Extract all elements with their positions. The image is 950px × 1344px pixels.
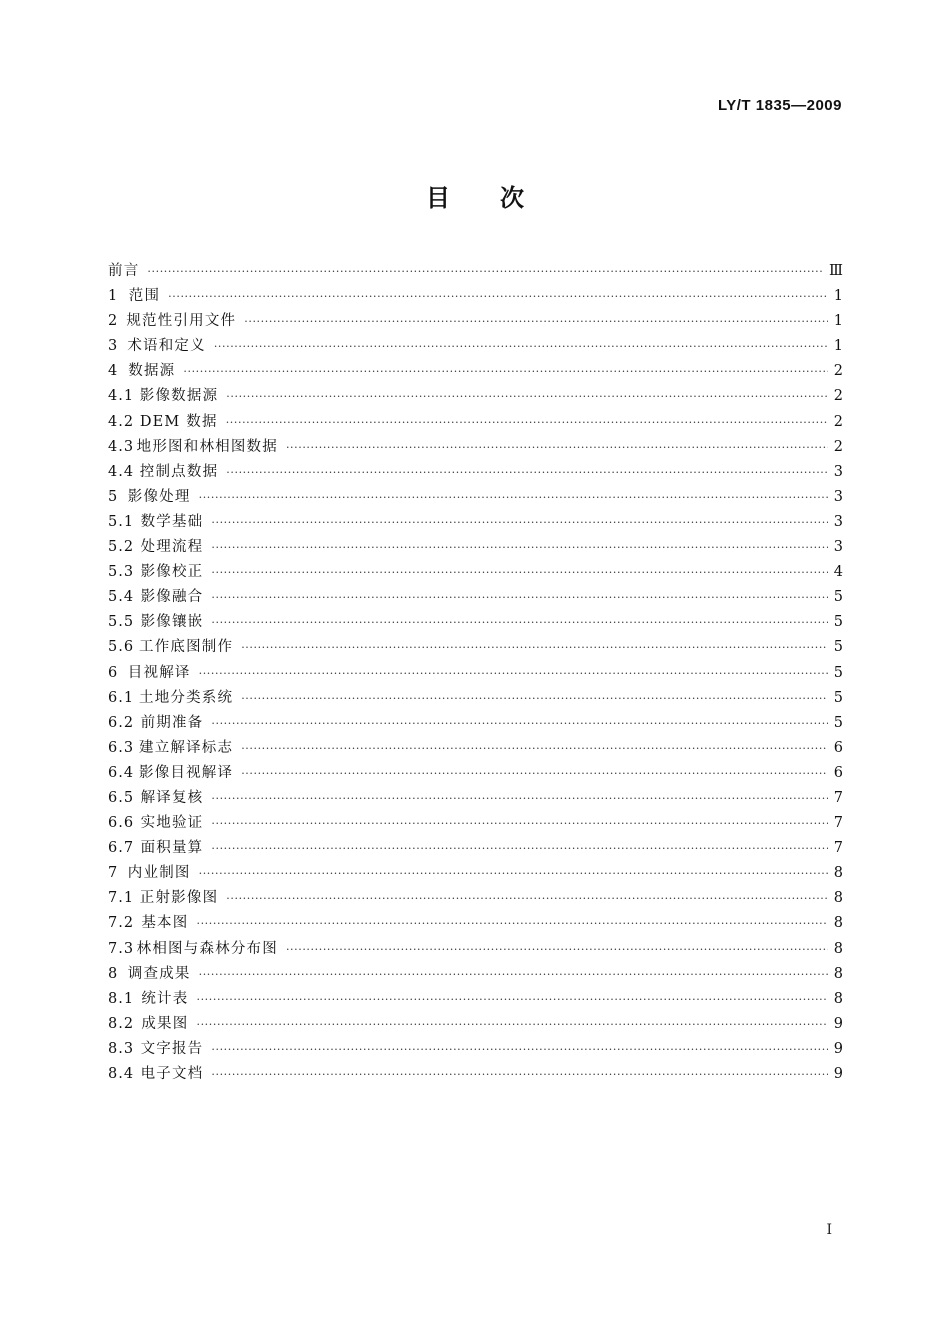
toc-entry-page: 1 [833,338,843,355]
dot-leader [211,510,827,535]
toc-entry-number: 8.4 [108,1066,135,1082]
toc-entry-page: 2 [833,413,843,430]
toc-entry-number: 6.2 [108,714,135,731]
toc-entry-label: 影像镶嵌 [140,614,204,631]
toc-entry-label: 数据源 [128,363,176,380]
toc-entry-number: 6.1 [108,689,135,706]
toc-entry-label: DEM 数据 [139,413,218,430]
dot-leader [147,259,823,284]
dot-leader [211,560,827,585]
toc-entry-page: 7 [833,789,843,806]
dot-leader [196,1012,827,1037]
toc-entry-label: 影像数据源 [139,388,219,405]
toc-entry[interactable] [108,510,843,535]
toc-entry[interactable] [108,635,843,660]
toc-entry-page: 8 [833,890,843,907]
dot-leader [244,309,828,334]
toc-entry-page: 9 [833,1040,843,1057]
toc-entry-number: 7.1 [108,890,135,907]
toc-entry-page: 2 [833,388,843,405]
toc-entry-label: 工作底图制作 [139,639,234,656]
toc-entry-label: 实地验证 [140,815,204,832]
toc-entry-label: 林相图与森林分布图 [136,940,278,957]
toc-entry[interactable] [108,886,843,911]
toc-entry-page: 5 [833,589,843,606]
dot-leader [211,711,827,736]
toc-entry-number: 5.6 [108,639,135,656]
dot-leader [211,811,827,836]
toc-entry-page: 9 [833,1015,843,1032]
toc-entry[interactable] [108,811,843,836]
dot-leader [241,686,828,711]
toc-entry-label: 术语和定义 [127,338,206,355]
toc-entry-number: 7.3 [108,940,135,957]
toc-entry-page: 1 [833,288,843,305]
toc-entry-label: 面积量算 [140,840,204,857]
toc-entry[interactable] [108,761,843,786]
toc-entry-number: 5 [108,488,119,505]
toc-entry-number: 5.1 [108,513,135,530]
toc-entry[interactable] [108,585,843,610]
toc-entry-page: 1 [833,313,843,330]
toc-entry[interactable] [108,786,843,811]
toc-entry[interactable] [108,610,843,635]
toc-entry-page: Ⅲ [829,263,843,279]
dot-leader [241,761,828,786]
toc-entry-page: 7 [833,815,843,832]
toc-entry[interactable] [108,962,843,987]
dot-leader [226,886,827,911]
toc-entry[interactable] [108,1012,843,1037]
toc-entry-number: 6.3 [108,739,135,756]
toc-entry-number: 6 [108,664,119,681]
toc-entry-label: 前期准备 [140,714,204,731]
toc-entry[interactable] [108,736,843,761]
dot-leader [199,661,828,686]
toc-entry-number: 8.1 [108,990,135,1007]
toc-entry-number: 8.2 [108,1015,135,1032]
toc-entry[interactable] [108,987,843,1012]
toc-entry-number: 4.4 [108,463,135,480]
toc-entry-number: 4 [108,363,119,380]
toc-entry-number: 6.7 [108,840,135,857]
dot-leader [241,635,828,660]
dot-leader [211,836,827,861]
toc-entry-number: 4.2 [108,413,135,430]
toc-entry-page: 8 [833,915,843,932]
toc-entry[interactable] [108,485,843,510]
toc-entry[interactable] [108,1037,843,1062]
toc-entry-page: 5 [833,689,843,706]
table-of-contents [108,259,843,1087]
title-char-1: 目 [426,184,450,212]
toc-entry-number: 5.5 [108,614,135,631]
toc-entry-label: 内业制图 [127,865,191,882]
toc-entry-label: 正射影像图 [139,890,219,907]
toc-entry-number: 6.6 [108,815,135,832]
toc-entry-label: 统计表 [141,990,189,1007]
toc-entry-label: 土地分类系统 [139,689,234,706]
page-number: I [826,1222,832,1238]
toc-entry-label: 影像处理 [127,488,191,505]
toc-entry-label: 范围 [128,288,161,305]
toc-entry-page: 6 [833,764,843,781]
toc-entry[interactable] [108,259,843,284]
dot-leader [199,861,828,886]
toc-entry[interactable] [108,686,843,711]
toc-entry-page: 6 [833,739,843,756]
toc-entry[interactable] [108,1062,843,1087]
toc-entry-page: 7 [833,840,843,857]
dot-leader [214,334,828,359]
dot-leader [241,736,828,761]
dot-leader [286,937,828,962]
toc-entry-page: 8 [833,990,843,1007]
toc-entry-label: 成果图 [141,1015,189,1032]
toc-entry-number: 3 [108,338,119,355]
toc-entry-page: 5 [833,614,843,631]
dot-leader [286,435,828,460]
dot-leader [211,535,827,560]
toc-entry-label: 电子文档 [140,1066,204,1082]
dot-leader [199,962,828,987]
toc-entry-page: 4 [833,564,843,581]
toc-entry[interactable] [108,661,843,686]
toc-entry-number: 4.1 [108,388,135,405]
toc-entry-label: 影像校正 [140,564,204,581]
toc-entry-page: 5 [833,664,843,681]
toc-entry-page: 2 [833,438,843,455]
toc-entry[interactable] [108,284,843,309]
dot-leader [168,284,828,309]
toc-entry-label: 影像融合 [140,589,204,606]
toc-entry-number: 2 [108,313,119,330]
toc-entry-label: 目视解译 [127,664,191,681]
standard-code: LY/T 1835—2009 [717,97,842,114]
toc-entry-label: 基本图 [141,915,189,932]
toc-entry-page: 3 [833,539,843,556]
toc-entry-label: 解译复核 [140,789,204,806]
toc-entry-label: 处理流程 [140,539,204,556]
toc-entry[interactable] [108,309,843,334]
toc-entry[interactable] [108,911,843,936]
toc-entry[interactable] [108,334,843,359]
toc-entry-label: 建立解译标志 [139,739,234,756]
dot-leader [211,1037,827,1062]
dot-leader [199,485,828,510]
toc-entry-number: 8.3 [108,1040,135,1057]
dot-leader [211,1062,827,1087]
toc-entry[interactable] [108,535,843,560]
toc-entry-page: 2 [833,363,843,380]
toc-entry-page: 8 [833,865,843,882]
dot-leader [211,610,827,635]
toc-entry[interactable] [108,359,843,384]
dot-leader [226,410,828,435]
toc-entry-page: 8 [833,940,843,957]
toc-entry-page: 3 [833,463,843,480]
toc-entry-number: 7 [108,865,119,882]
toc-entry[interactable] [108,560,843,585]
toc-entry-page: 9 [833,1066,843,1082]
dot-leader [226,460,827,485]
toc-entry-number: 6.4 [108,764,135,781]
toc-entry-page: 8 [833,965,843,982]
toc-entry-number: 8 [108,965,119,982]
toc-entry-number: 5.2 [108,539,135,556]
toc-entry-page: 5 [833,639,843,656]
toc-entry[interactable] [108,937,843,962]
toc-entry-label: 控制点数据 [139,463,219,480]
title-char-2: 次 [500,184,524,212]
toc-entry[interactable] [108,460,843,485]
toc-entry[interactable] [108,711,843,736]
toc-entry-number: 6.5 [108,789,135,806]
dot-leader [226,384,827,409]
toc-entry-page: 3 [833,488,843,505]
toc-entry-number: 7.2 [108,915,135,932]
toc-entry-label: 影像目视解译 [139,764,234,781]
toc-entry[interactable] [108,435,843,460]
toc-entry-number: 4.3 [108,438,135,455]
toc-entry-number: 5.4 [108,589,135,606]
toc-entry-label: 规范性引用文件 [126,313,237,330]
dot-leader [211,585,827,610]
dot-leader [196,987,827,1012]
toc-entry-page: 5 [833,714,843,731]
toc-entry[interactable] [108,384,843,409]
toc-entry-number: 1 [108,288,119,305]
toc-entry-label: 调查成果 [127,965,191,982]
toc-entry-label: 文字报告 [140,1040,204,1057]
page-title [0,178,950,213]
toc-entry-label: 地形图和林相图数据 [136,438,278,455]
toc-entry-label: 前言 [108,263,140,279]
toc-entry-label: 数学基础 [140,513,204,530]
toc-entry[interactable] [108,861,843,886]
dot-leader [211,786,827,811]
dot-leader [183,359,827,384]
toc-entry-number: 5.3 [108,564,135,581]
toc-entry[interactable] [108,410,843,435]
dot-leader [196,911,827,936]
toc-entry-page: 3 [833,513,843,530]
toc-entry[interactable] [108,836,843,861]
